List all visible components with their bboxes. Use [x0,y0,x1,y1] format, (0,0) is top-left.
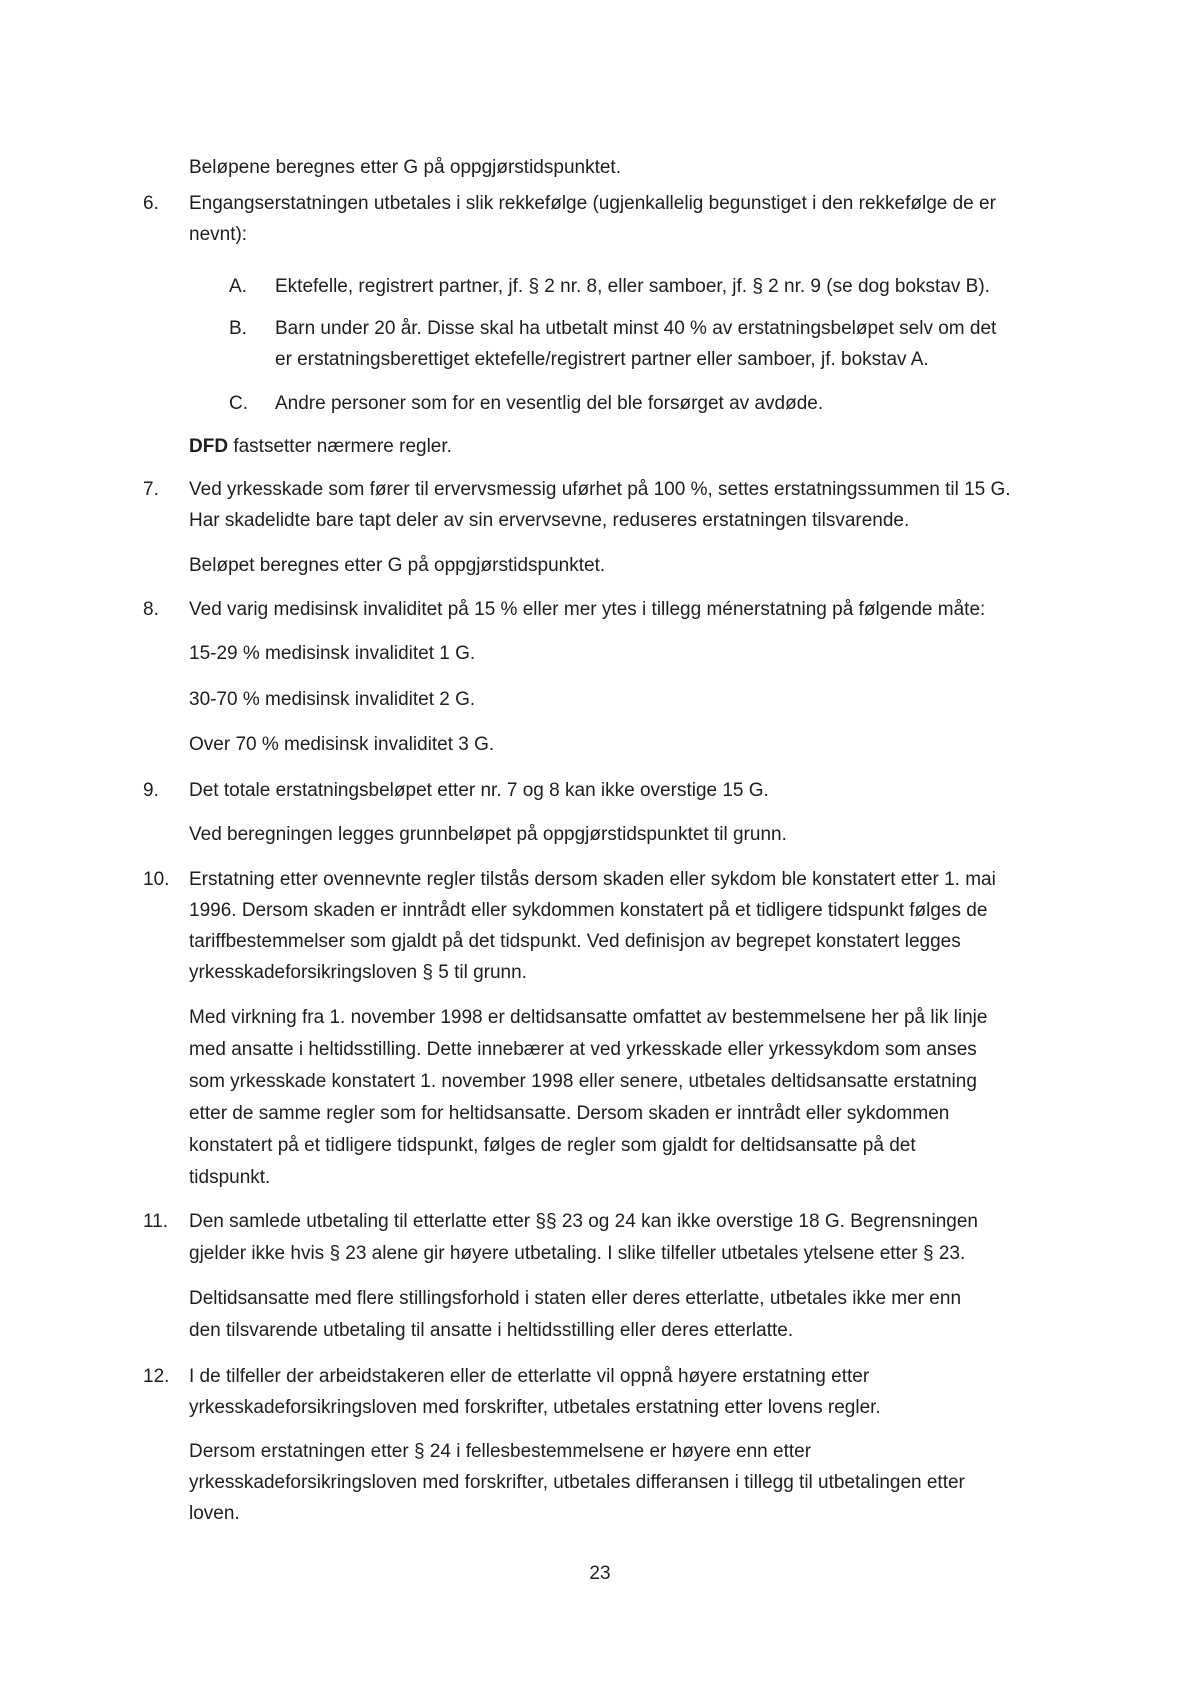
dfd-abbreviation: DFD [189,436,229,457]
item-number: 11. [143,1211,169,1232]
paragraph-line: etter de samme regler som for heltidsansatte. Dersom skaden er inntrådt eller sykdommen [189,1103,950,1124]
paragraph-line: nevnt): [189,224,248,245]
paragraph-line: tidspunkt. [189,1167,271,1188]
paragraph-line: Med virkning fra 1. november 1998 er deltidsansatte omfattet av bestemmelsene her på lik linje [189,1007,988,1028]
paragraph-line: 15-29 % medisinsk invaliditet 1 G. [189,643,476,664]
paragraph-line: konstatert på et tidligere tidspunkt, følges de regler som gjaldt for deltidsansatte på det [189,1135,916,1156]
sub-item-text: Barn under 20 år. Disse skal ha utbetalt minst 40 % av erstatningsbeløpet selv om det [275,318,997,339]
paragraph-line: Har skadelidte bare tapt deler av sin ervervsevne, reduseres erstatningen tilsvarende. [189,510,910,531]
sub-item-letter: B. [229,318,247,339]
paragraph-line: Deltidsansatte med flere stillingsforhold i staten eller deres etterlatte, utbetales ikke mer enn [189,1288,962,1309]
sub-item-text: Andre personer som for en vesentlig del ble forsørget av avdøde. [275,393,824,414]
paragraph-line: med ansatte i heltidsstilling. Dette innebærer at ved yrkesskade eller yrkessykdom som anses [189,1039,977,1060]
paragraph-line: I de tilfeller der arbeidstakeren eller de etterlatte vil oppnå høyere erstatning etter [189,1366,870,1387]
paragraph-line: yrkesskadeforsikringsloven med forskrifter, utbetales erstatning etter lovens regler. [189,1397,881,1418]
paragraph-line: som yrkesskade konstatert 1. november 1998 eller senere, utbetales deltidsansatte erstatning [189,1071,977,1092]
paragraph-line: Erstatning etter ovennevnte regler tilstås dersom skaden eller sykdom ble konstatert etter 1. mai [189,869,996,890]
item-number: 12. [143,1366,170,1387]
item-number: 8. [143,599,159,620]
paragraph-line: Engangserstatningen utbetales i slik rekkefølge (ugjenkallelig begunstiget i den rekkefølge de er [189,193,996,214]
paragraph-line: tariffbestemmelser som gjaldt på det tidspunkt. Ved definisjon av begrepet konstatert legges [189,931,961,952]
paragraph-line: Ved varig medisinsk invaliditet på 15 % eller mer ytes i tillegg ménerstatning på følgende måte: [189,599,986,620]
paragraph-line: yrkesskadeforsikringsloven § 5 til grunn. [189,962,527,983]
sub-item-text: Ektefelle, registrert partner, jf. § 2 nr. 8, eller samboer, jf. § 2 nr. 9 (se dog bokstav B). [275,276,990,297]
paragraph-line: 1996. Dersom skaden er inntrådt eller sykdommen konstatert på et tidligere tidspunkt følges de [189,900,988,921]
paragraph-line: gjelder ikke hvis § 23 alene gir høyere utbetaling. I slike tilfeller utbetales ytelsene etter § 23. [189,1243,966,1264]
paragraph-line: Beløpene beregnes etter G på oppgjørstidspunktet. [189,157,621,178]
item-number: 9. [143,780,159,801]
paragraph-line: loven. [189,1503,240,1524]
item-number: 6. [143,193,159,214]
sub-item-letter: C. [229,393,248,414]
paragraph-line: Over 70 % medisinsk invaliditet 3 G. [189,734,495,755]
paragraph-line: Dersom erstatningen etter § 24 i fellesbestemmelsene er høyere enn etter [189,1441,812,1462]
paragraph-line: Ved beregningen legges grunnbeløpet på oppgjørstidspunktet til grunn. [189,824,787,845]
sub-item-text: er erstatningsberettiget ektefelle/registrert partner eller samboer, jf. bokstav A. [275,349,929,370]
item-number: 7. [143,479,159,500]
sub-item-letter: A. [229,276,247,297]
paragraph-line: Ved yrkesskade som fører til ervervsmessig uførhet på 100 %, settes erstatningssummen til 15 G. [189,479,1011,500]
paragraph-line: den tilsvarende utbetaling til ansatte i heltidsstilling eller deres etterlatte. [189,1320,794,1341]
paragraph-line: Beløpet beregnes etter G på oppgjørstidspunktet. [189,555,606,576]
page-number: 23 [589,1563,611,1584]
paragraph-line: Den samlede utbetaling til etterlatte etter §§ 23 og 24 kan ikke overstige 18 G. Begrensningen [189,1211,978,1232]
paragraph-line [189,431,452,463]
dfd-text: fastsetter nærmere regler. [228,436,452,457]
paragraph-line: Det totale erstatningsbeløpet etter nr. 7 og 8 kan ikke overstige 15 G. [189,780,769,801]
item-number: 10. [143,869,170,890]
paragraph-line: 30-70 % medisinsk invaliditet 2 G. [189,689,476,710]
paragraph-line: yrkesskadeforsikringsloven med forskrifter, utbetales differansen i tillegg til utbetalingen etter [189,1472,965,1493]
